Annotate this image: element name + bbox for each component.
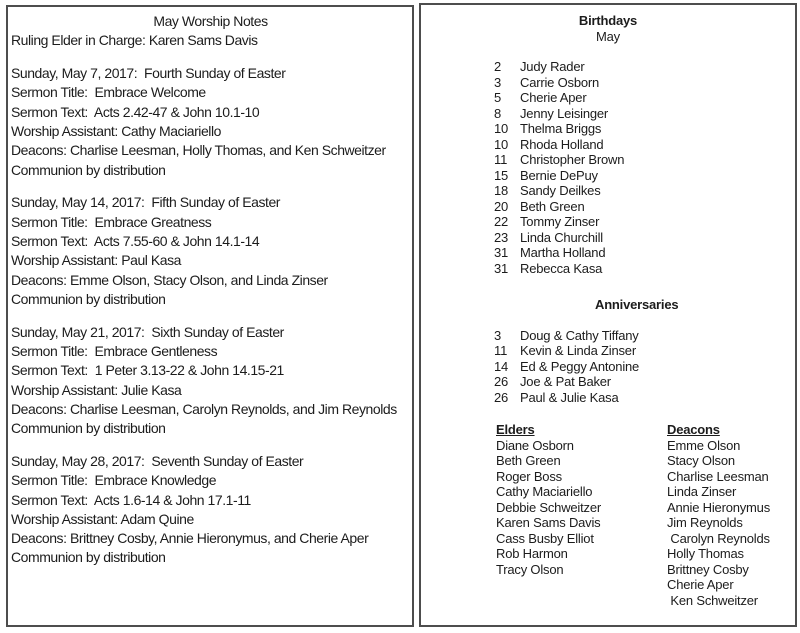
ruling-elder-line: Ruling Elder in Charge: Karen Sams Davis bbox=[11, 32, 258, 49]
birthday-row bbox=[494, 261, 795, 277]
deacons-list bbox=[667, 438, 795, 609]
worship-notes-panel bbox=[6, 5, 414, 627]
anniversary-name: Doug & Cathy Tiffany bbox=[520, 327, 639, 343]
worship-line: Sermon Text: Acts 1.6-14 & John 17.1-11 bbox=[11, 491, 251, 508]
deacon-name: Stacy Olson bbox=[667, 453, 735, 468]
service-block-may-7 bbox=[11, 64, 410, 180]
birthday-row bbox=[494, 183, 795, 199]
worship-line: Sunday, May 7, 2017: Fourth Sunday of Easter bbox=[11, 65, 286, 82]
anniversary-name: Joe & Pat Baker bbox=[520, 374, 611, 389]
elder-name: Roger Boss bbox=[496, 468, 562, 484]
elder-name: Tracy Olson bbox=[496, 561, 564, 577]
birthday-name: Linda Churchill bbox=[520, 229, 603, 245]
worship-line: Sunday, May 21, 2017: Sixth Sunday of Easter bbox=[11, 323, 284, 340]
worship-line: Sunday, May 28, 2017: Seventh Sunday of Easter bbox=[11, 452, 304, 469]
birthdays-list bbox=[421, 59, 795, 276]
worship-line: Sermon Title: Embrace Gentleness bbox=[11, 342, 218, 359]
worship-line: Worship Assistant: Julie Kasa bbox=[11, 381, 182, 398]
birthday-day: 18 bbox=[494, 183, 509, 198]
birthday-row bbox=[494, 90, 795, 106]
birthdays-month: May bbox=[596, 28, 620, 44]
anniversary-row bbox=[494, 328, 795, 344]
service-block-may-21 bbox=[11, 323, 410, 439]
anniversary-row bbox=[494, 343, 795, 359]
birthday-name: Tommy Zinser bbox=[520, 214, 600, 229]
birthday-day: 10 bbox=[494, 136, 509, 152]
birthday-day: 3 bbox=[494, 74, 502, 90]
birthday-day: 20 bbox=[494, 198, 509, 214]
deacon-name: Cherie Aper bbox=[667, 577, 734, 592]
anniversaries-list bbox=[421, 328, 795, 406]
anniversary-name: Kevin & Linda Zinser bbox=[520, 343, 636, 358]
anniversary-row bbox=[494, 359, 795, 375]
birthday-day: 31 bbox=[494, 245, 509, 260]
officers-section bbox=[421, 422, 795, 608]
anniversary-row bbox=[494, 390, 795, 406]
deacon-name: Emme Olson bbox=[667, 437, 741, 453]
worship-line: Communion by distribution bbox=[11, 420, 166, 437]
elder-name: Cass Busby Elliot bbox=[496, 530, 594, 546]
deacon-name: Jim Reynolds bbox=[667, 515, 743, 530]
birthday-name: Beth Green bbox=[520, 198, 585, 214]
birthday-day: 8 bbox=[494, 105, 502, 121]
birthday-row bbox=[494, 199, 795, 215]
birthdays-heading: Birthdays bbox=[578, 13, 638, 28]
birthday-name: Bernie DePuy bbox=[520, 167, 598, 183]
worship-line: Deacons: Charlise Leesman, Holly Thomas, and Ken Schweitzer bbox=[11, 142, 386, 159]
deacon-name: Brittney Cosby bbox=[667, 561, 749, 577]
birthday-day: 15 bbox=[494, 167, 509, 183]
birthday-name: Rebecca Kasa bbox=[520, 260, 603, 276]
worship-line: Worship Assistant: Paul Kasa bbox=[11, 252, 182, 269]
worship-line: Sunday, May 14, 2017: Fifth Sunday of Easter bbox=[11, 194, 280, 211]
elders-list bbox=[496, 438, 667, 578]
deacon-name: Ken Schweitzer bbox=[667, 592, 758, 608]
deacon-name: Charlise Leesman bbox=[667, 468, 769, 484]
elder-name: Diane Osborn bbox=[496, 437, 574, 453]
birthday-day: 10 bbox=[494, 121, 509, 136]
worship-line: Worship Assistant: Cathy Maciariello bbox=[11, 122, 221, 139]
worship-line: Sermon Title: Embrace Welcome bbox=[11, 84, 206, 101]
elder-name: Beth Green bbox=[496, 453, 561, 468]
birthday-name: Christopher Brown bbox=[520, 152, 625, 167]
birthday-name: Jenny Leisinger bbox=[520, 105, 609, 121]
anniversary-day: 26 bbox=[494, 389, 509, 405]
birthday-row bbox=[494, 75, 795, 91]
birthday-day: 23 bbox=[494, 229, 509, 245]
deacon-name: Holly Thomas bbox=[667, 546, 744, 561]
birthday-day: 5 bbox=[494, 90, 502, 105]
worship-line: Sermon Text: Acts 2.42-47 & John 10.1-10 bbox=[11, 103, 260, 120]
anniversary-day: 14 bbox=[494, 358, 509, 374]
birthday-name: Rhoda Holland bbox=[520, 136, 604, 152]
worship-line: Communion by distribution bbox=[11, 290, 166, 307]
birthday-name: Sandy Deilkes bbox=[520, 183, 601, 198]
birthday-day: 11 bbox=[494, 152, 508, 167]
service-block-may-14 bbox=[11, 193, 410, 309]
birthday-row bbox=[494, 59, 795, 75]
birthday-name: Thelma Briggs bbox=[520, 121, 602, 136]
birthday-name: Cherie Aper bbox=[520, 90, 587, 105]
birthday-day: 2 bbox=[494, 59, 502, 74]
deacons-column bbox=[667, 422, 795, 608]
anniversary-name: Ed & Peggy Antonine bbox=[520, 358, 640, 374]
worship-line: Deacons: Charlise Leesman, Carolyn Reynolds, and Jim Reynolds bbox=[11, 400, 397, 417]
worship-line: Deacons: Emme Olson, Stacy Olson, and Linda Zinser bbox=[11, 271, 328, 288]
birthday-row bbox=[494, 245, 795, 261]
deacons-heading: Deacons bbox=[667, 422, 720, 437]
birthday-row bbox=[494, 106, 795, 122]
worship-line: Sermon Title: Embrace Greatness bbox=[11, 213, 212, 230]
elders-heading: Elders bbox=[496, 422, 535, 437]
anniversary-name: Paul & Julie Kasa bbox=[520, 389, 619, 405]
anniversary-row bbox=[494, 374, 795, 390]
worship-line: Sermon Text: 1 Peter 3.13-22 & John 14.15-21 bbox=[11, 362, 284, 379]
elder-name: Debbie Schweitzer bbox=[496, 499, 601, 515]
worship-line: Worship Assistant: Adam Quine bbox=[11, 510, 194, 527]
deacon-name: Linda Zinser bbox=[667, 484, 737, 499]
celebrations-panel bbox=[419, 3, 797, 627]
elders-column bbox=[496, 422, 667, 608]
anniversaries-heading: Anniversaries bbox=[595, 297, 679, 312]
anniversary-day: 3 bbox=[494, 327, 502, 343]
birthday-day: 22 bbox=[494, 214, 509, 229]
worship-line: Communion by distribution bbox=[11, 161, 166, 178]
service-block-may-28 bbox=[11, 452, 410, 568]
birthday-row bbox=[494, 214, 795, 230]
birthday-row bbox=[494, 152, 795, 168]
birthday-day: 31 bbox=[494, 260, 509, 276]
birthday-name: Judy Rader bbox=[520, 59, 585, 74]
worship-line: Communion by distribution bbox=[11, 549, 166, 566]
birthday-row bbox=[494, 168, 795, 184]
birthday-row bbox=[494, 230, 795, 246]
birthday-row bbox=[494, 137, 795, 153]
worship-line: Deacons: Brittney Cosby, Annie Hieronymus, and Cherie Aper bbox=[11, 530, 369, 547]
elder-name: Karen Sams Davis bbox=[496, 515, 601, 530]
anniversary-day: 26 bbox=[494, 374, 509, 389]
birthday-row bbox=[494, 121, 795, 137]
worship-line: Sermon Text: Acts 7.55-60 & John 14.1-14 bbox=[11, 232, 260, 249]
deacon-name: Carolyn Reynolds bbox=[667, 530, 770, 546]
anniversary-day: 11 bbox=[494, 343, 508, 358]
birthday-name: Martha Holland bbox=[520, 245, 606, 260]
elder-name: Rob Harmon bbox=[496, 546, 568, 561]
elder-name: Cathy Maciariello bbox=[496, 484, 593, 499]
worship-line: Sermon Title: Embrace Knowledge bbox=[11, 472, 217, 489]
birthday-name: Carrie Osborn bbox=[520, 74, 600, 90]
deacon-name: Annie Hieronymus bbox=[667, 499, 771, 515]
worship-notes-title: May Worship Notes bbox=[153, 13, 268, 29]
